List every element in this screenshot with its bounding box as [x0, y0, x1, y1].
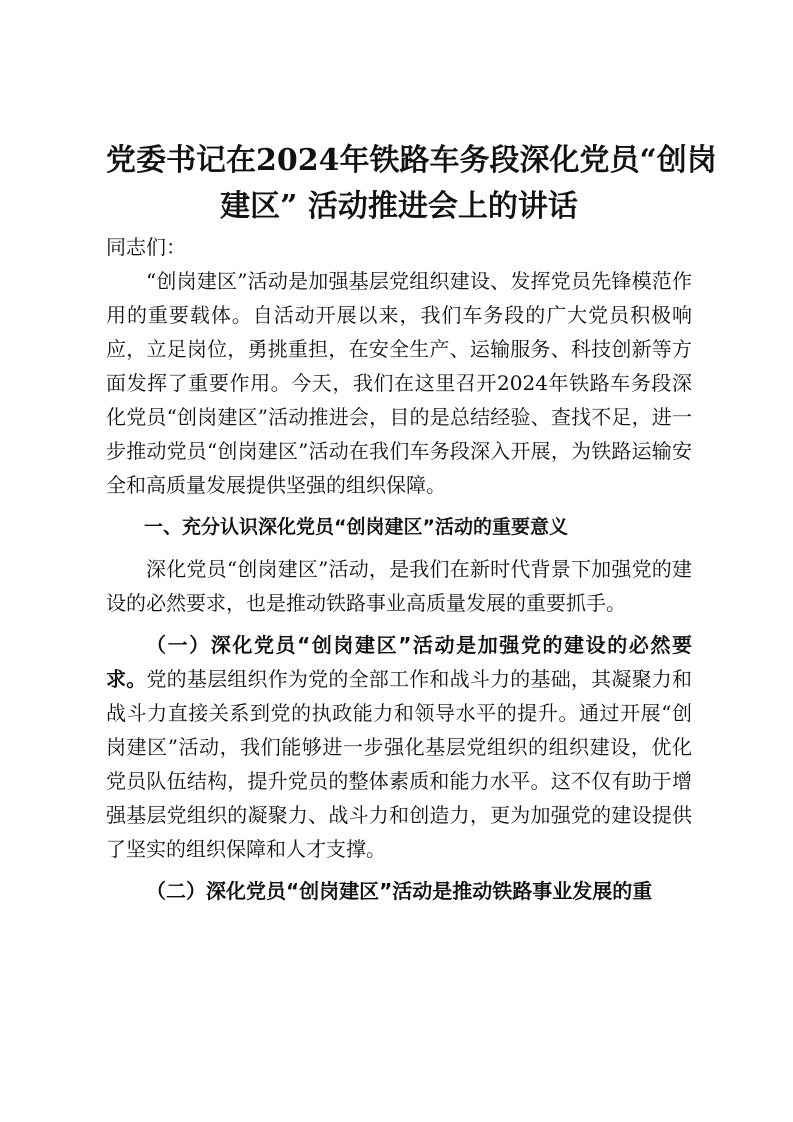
- document-title: [106, 138, 717, 230]
- subsection-1: [106, 628, 692, 866]
- title-line-2: 建区” 活动推进会上的讲话: [220, 189, 578, 224]
- section-heading-1: 一、充分认识深化党员“创岗建区”活动的重要意义: [144, 516, 568, 538]
- subsection-2: [106, 874, 692, 908]
- subsection-1-lead: （一）深化党员“创岗建区”活动是加强党的建设的必然要求。: [106, 633, 692, 691]
- subsection-1-body: 党的基层组织作为党的全部工作和战斗力的基础，其凝聚力和战斗力直接关系到党的执政能力和领导水平的提升。通过开展“创岗建区”活动，我们能够进一步强化基层党组织的组织建设，优化党员队伍结构，提升党员的整体素质和能力水平。这不仅有助于增强基层党组织的凝聚力、战斗力和创造力，更为加强党的建设提供了坚实的组织保障和人才支撑。: [106, 667, 693, 861]
- paragraph-significance: 深化党员“创岗建区”活动，是我们在新时代背景下加强党的建设的必然要求，也是推动铁路事业高质量发展的重要抓手。: [106, 557, 692, 615]
- subsection-2-lead: （二）深化党员“创岗建区”活动是推动铁路事业发展的重: [146, 879, 653, 903]
- document-content: [106, 138, 717, 916]
- title-line-1: 党委书记在2024年铁路车务段深化党员“创岗: [106, 143, 717, 178]
- paragraph-intro: “创岗建区”活动是加强基层党组织建设、发挥党员先锋模范作用的重要载体。自活动开展以来，我们车务段的广大党员积极响应，立足岗位，勇挑重担，在安全生产、运输服务、科技创新等方面发挥了重要作用。今天，我们在这里召开2024年铁路车务段深化党员“创岗建区”活动推进会，目的是总结经验、查找不足，进一步推动党员“创岗建区”活动在我们车务段深入开展，为铁路运输安全和高质量发展提供坚强的组织保障。: [106, 269, 692, 497]
- salutation: 同志们：: [106, 235, 186, 259]
